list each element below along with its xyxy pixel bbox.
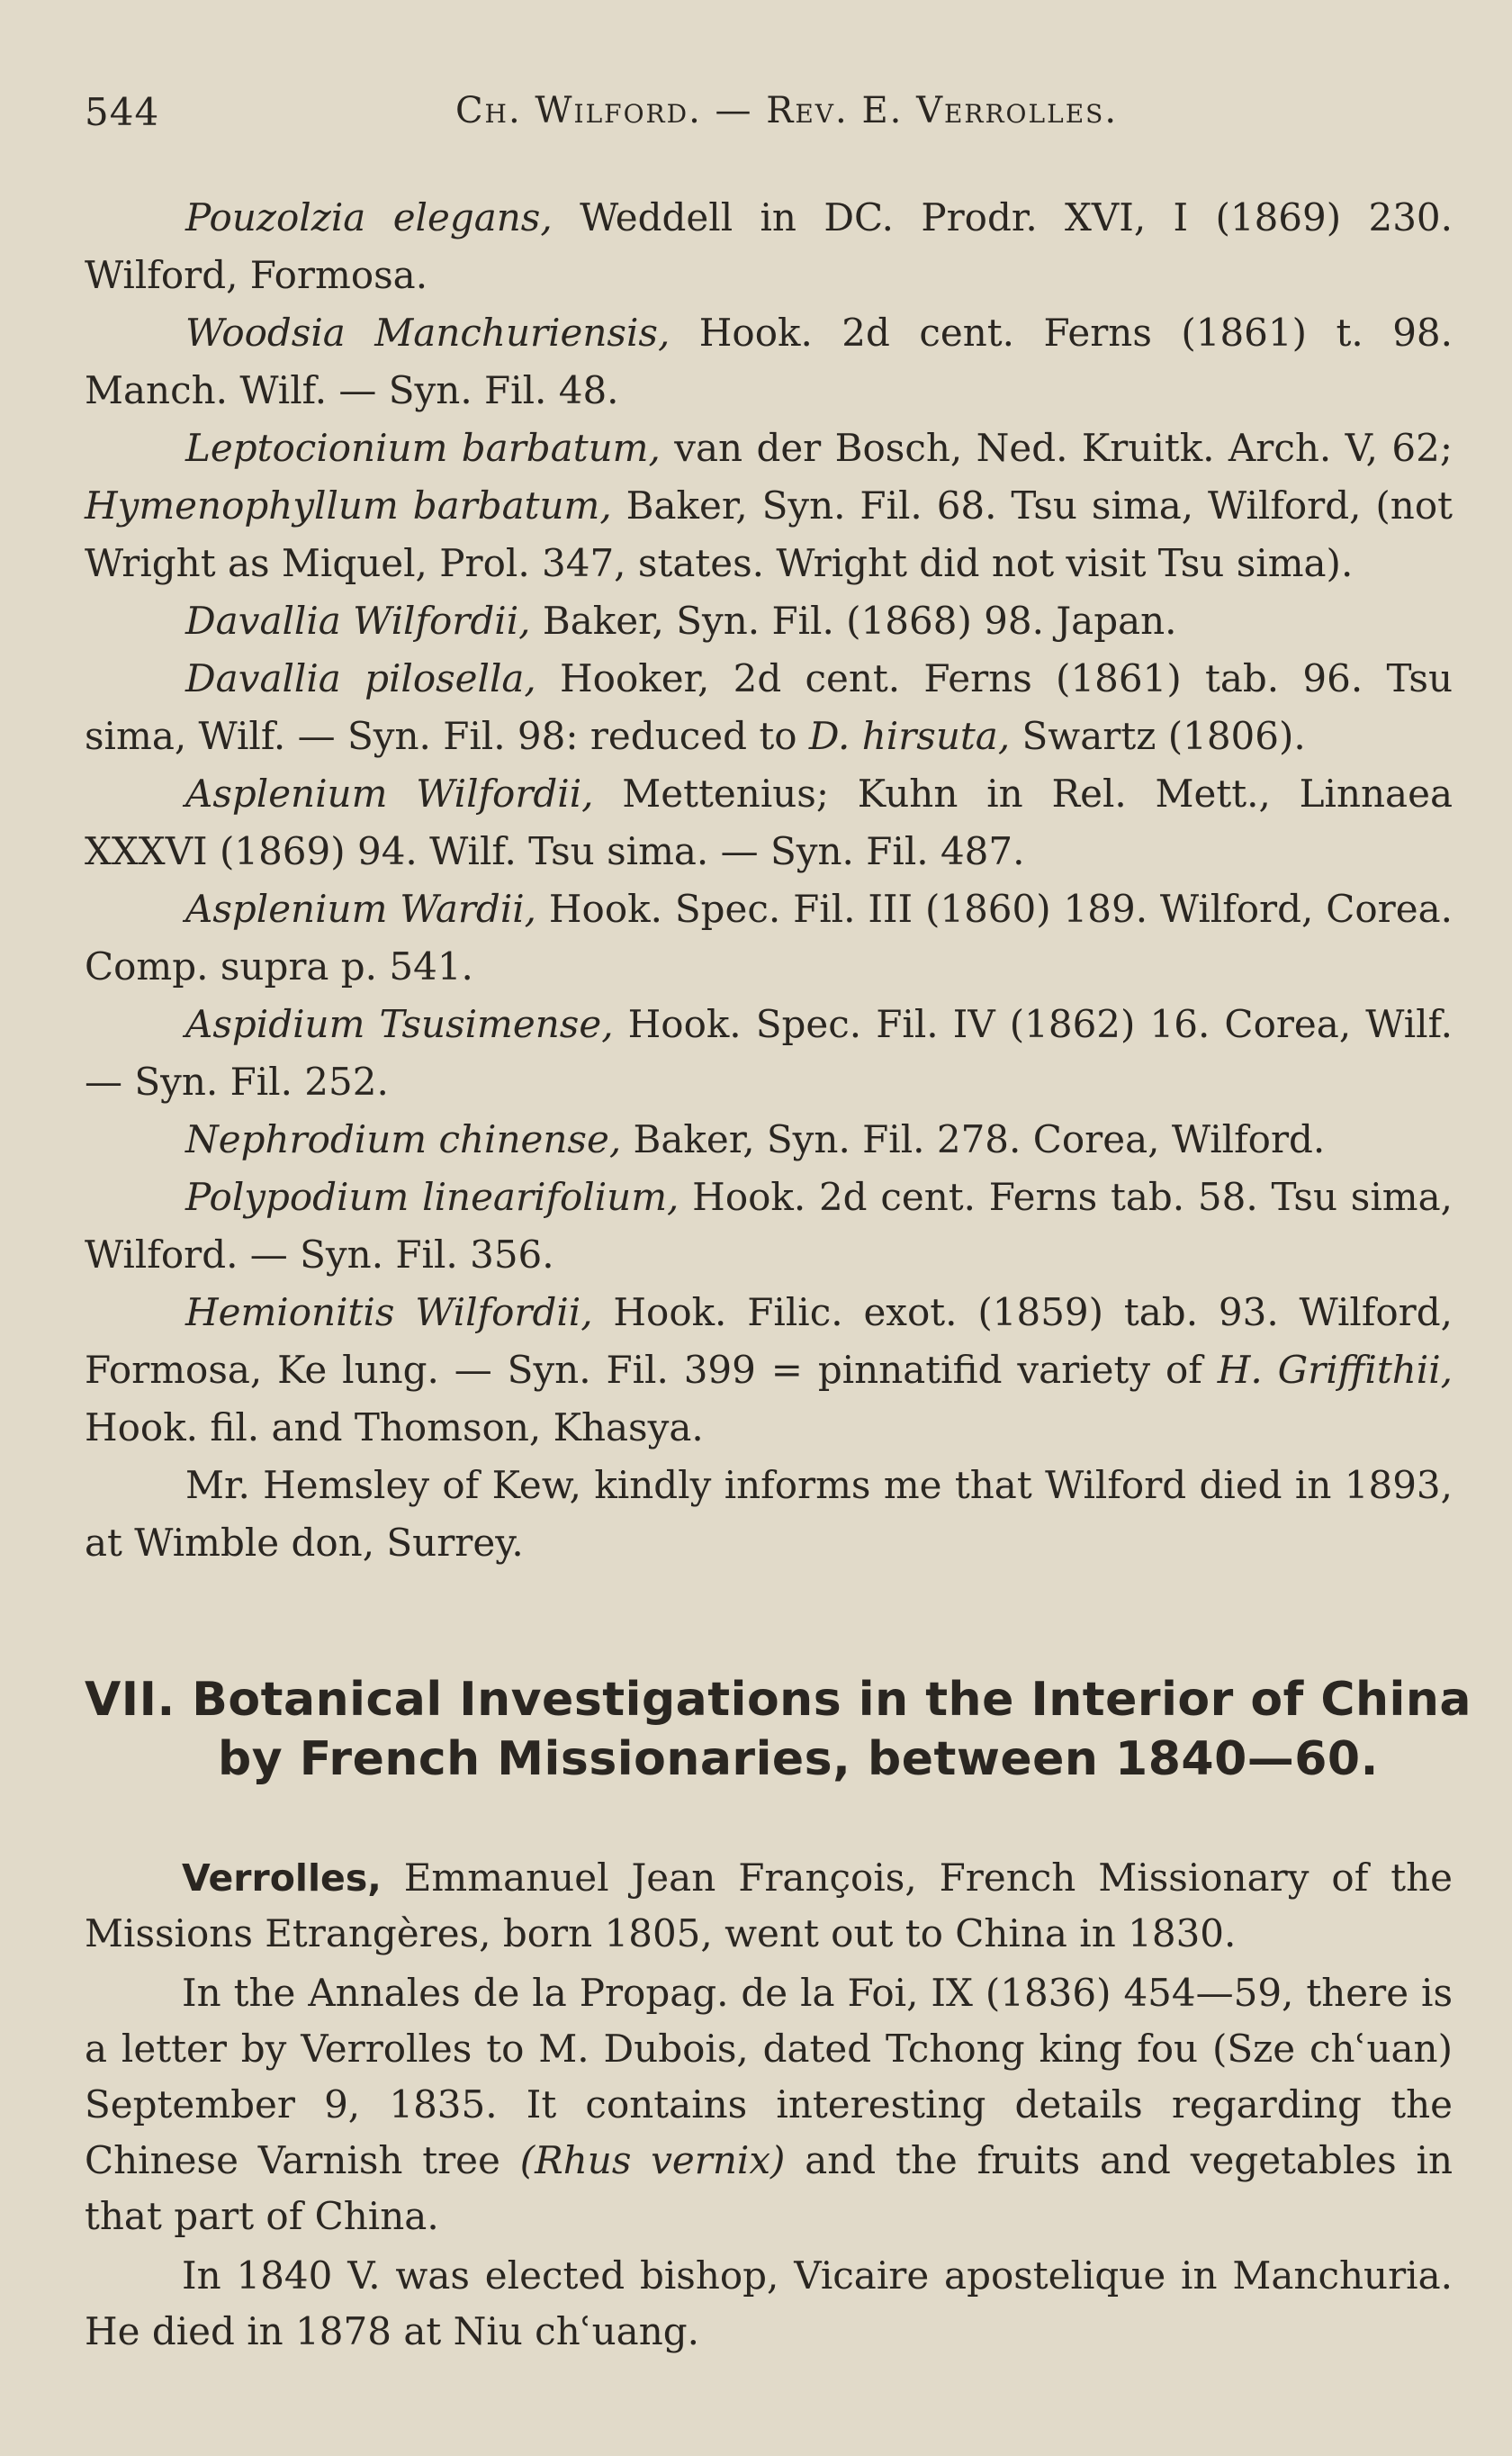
entry-woodsia (85, 304, 1453, 420)
paragraph-text: In the Annales de la Propag. de la Foi, IX (1836) 454—59, there is a letter by Verrolles to M. Dubois, dated Tchong king fou (Sze chʿuan) September 9, 1835. It contains interesting details regarding the Chinese Varnish tree (85, 1971, 1453, 2182)
paragraph-verrolles-bio (85, 1850, 1453, 1962)
species-name: Asplenium Wilfordii, (185, 772, 594, 816)
section-heading-line1: VII. Botanical Investigations in the Interior of China (85, 1673, 1472, 1727)
entry-citation-cont: Baker, Syn. Fil. 68. Tsu sima, Wilford, (not Wright as Miquel, Prol. 347, states. Wright did not visit Tsu sima). (85, 483, 1453, 585)
entry-citation: Weddell in DC. Prodr. XVI, I (1869) 230. Wilford, Formosa. (85, 195, 1453, 297)
entry-citation-cont: Hook. fil. and Thomson, Khasya. (85, 1405, 704, 1449)
species-synonym: D. hirsuta, (808, 714, 1011, 758)
page-number: 544 (85, 90, 160, 134)
entry-hemionitis (85, 1284, 1453, 1457)
entry-davallia-pilosella (85, 650, 1453, 765)
entry-citation: Mettenius; Kuhn in Rel. Mett., Linnaea XXXVI (1869) 94. Wilf. Tsu sima. — Syn. Fil. 487. (85, 772, 1453, 873)
species-list (85, 189, 1453, 1572)
species-synonym: Hymenophyllum barbatum, (85, 483, 612, 528)
entry-citation-cont: Swartz (1806). (1010, 714, 1306, 758)
closing-note: Mr. Hemsley of Kew, kindly informs me that Wilford died in 1893, at Wimble don, Surrey. (85, 1463, 1453, 1565)
paragraph-bishop: In 1840 V. was elected bishop, Vicaire apostelique in Manchuria. He died in 1878 at Niu chʿuang. (85, 2253, 1453, 2353)
page-header (85, 90, 1453, 144)
entry-asplenium-wardii (85, 880, 1453, 996)
species-name: Asplenium Wardii, (185, 887, 537, 931)
species-synonym: H. Griffithii, (1217, 1348, 1453, 1392)
species-name: Nephrodium chinense, (185, 1117, 622, 1161)
entry-citation: Hook. Spec. Fil. III (1860) 189. Wilford, Corea. Comp. supra p. 541. (85, 887, 1453, 989)
entry-citation: van der Bosch, Ned. Kruitk. Arch. V, 62; (660, 426, 1453, 470)
entry-davallia-wilfordii (85, 592, 1453, 650)
person-name: Verrolles, (182, 1856, 382, 1900)
paragraph-text: Emmanuel Jean François, French Missionary of the Missions Etrangères, born 1805, went out to China in 1830. (85, 1856, 1453, 1955)
species-name: Hemionitis Wilfordii, (185, 1290, 593, 1334)
section-heading (85, 1670, 1472, 1789)
entry-polypodium (85, 1169, 1453, 1284)
running-head: Ch. Wilford. — Rev. E. Verrolles. (454, 90, 1119, 131)
entry-citation: Baker, Syn. Fil. 278. Corea, Wilford. (621, 1117, 1326, 1161)
entry-citation: Hook. 2d cent. Ferns tab. 58. Tsu sima, Wilford. — Syn. Fil. 356. (85, 1175, 1453, 1277)
species-name: Leptocionium barbatum, (185, 426, 661, 470)
species-name: Woodsia Manchuriensis, (185, 311, 670, 355)
species-name: Davallia pilosella, (185, 656, 536, 700)
section-heading-line2: by French Missionaries, between 1840—60. (218, 1732, 1379, 1786)
entry-aspidium (85, 996, 1453, 1111)
species-name: Pouzolzia elegans, (185, 195, 553, 239)
paragraph-annales-letter (85, 1965, 1453, 2244)
entry-asplenium-wilfordii (85, 765, 1453, 880)
section-body (85, 1850, 1453, 2360)
entry-leptocionium (85, 420, 1453, 592)
entry-citation: Hook. Spec. Fil. IV (1862) 16. Corea, Wilf.— Syn. Fil. 252. (85, 1002, 1453, 1104)
entry-nephrodium (85, 1111, 1453, 1169)
entry-pouzolzia (85, 189, 1453, 304)
entry-citation: Hook. Filic. exot. (1859) tab. 93. Wilford, Formosa, Ke lung. — Syn. Fil. 399 = pinnatifid variety of (85, 1290, 1453, 1392)
species-name: Davallia Wilfordii, (185, 599, 531, 643)
paragraph-text-cont: and the fruits and vegetables in that part of China. (85, 2138, 1453, 2238)
entry-citation: Hook. 2d cent. Ferns (1861) t. 98. Manch. Wilf. — Syn. Fil. 48. (85, 311, 1453, 412)
species-name: Aspidium Tsusimense, (185, 1002, 614, 1046)
species-name: (Rhus vernix) (519, 2138, 786, 2182)
entry-citation: Hooker, 2d cent. Ferns (1861) tab. 96. Tsu sima, Wilf. — Syn. Fil. 98: reduced to (85, 656, 1454, 758)
species-name: Polypodium linearifolium, (185, 1175, 680, 1219)
entry-citation: Baker, Syn. Fil. (1868) 98. Japan. (530, 599, 1177, 643)
